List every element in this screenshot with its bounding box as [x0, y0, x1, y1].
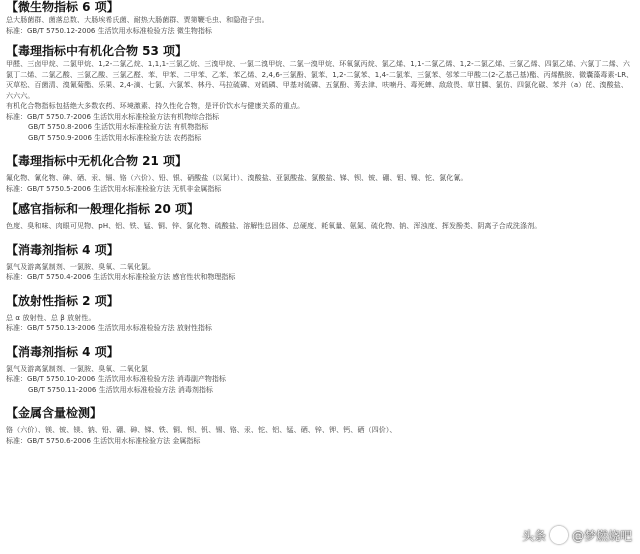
section-body: 铬（六价）、镁、铍、镁、钠、铅、硼、砷、锑、铁、铜、钡、钒、锡、铬、汞、铊、铝、锰、硒、锌、钾、钙、硒（四价）、 [6, 426, 397, 434]
watermark [522, 526, 632, 544]
document-page [6, 0, 634, 446]
watermark-platform: 头条 [521, 528, 546, 543]
standard-line: GB/T 5750.11-2006 生活饮用水标准检验方法 消毒剂指标 [28, 385, 213, 394]
section-title: 【微生物指标 6 项】 [6, 0, 119, 14]
section-body: 总大肠菌群、菌落总数、大肠埃希氏菌、耐热大肠菌群、贾第鞭毛虫、和隐孢子虫。 [6, 16, 269, 24]
section-note: 有机化合物指标包括绝大多数农药、环境激素、持久性化合物，是评价饮水与健康关系的重点。 [6, 102, 305, 110]
flame-icon [550, 526, 568, 544]
section-metal-content [6, 406, 634, 446]
standard-line: 标准：GB/T 5750.6-2006 生活饮用水标准检验方法 金属指标 [6, 436, 201, 445]
section-title: 【消毒剂指标 4 项】 [6, 344, 119, 359]
section-inorganic-compounds [6, 154, 634, 194]
section-title: 【感官指标和一般理化指标 20 项】 [6, 202, 200, 216]
standard-line: 标准：GB/T 5750.10-2006 生活饮用水标准检验方法 消毒副产物指标 [6, 375, 226, 383]
section-body: 氟化物、氰化物、砷、硒、汞、镉、铬（六价）、铅、银、硝酸盐（以氮计）、溴酸盐、亚氯酸盐、氯酸盐、锑、钡、铍、硼、钼、镍、铊、氯化氰。 [6, 174, 468, 182]
standard-line: GB/T 5750.9-2006 生活饮用水标准检验方法 农药指标 [28, 133, 202, 142]
section-disinfectant-2 [6, 345, 634, 396]
standard-line: 标准：GB/T 5750.12-2006 生活饮用水标准检验方法 微生物指标 [6, 26, 212, 35]
section-title: 【金属含量检测】 [6, 406, 103, 420]
section-sensory-physicochemical [6, 202, 634, 232]
section-disinfectant-1 [6, 243, 634, 283]
section-body: 氯气及游离氯制剂、一氯胺、臭氧、二氧化氯。 [6, 262, 156, 271]
section-body: 色度、臭和味、肉眼可见物、pH、铝、铁、锰、铜、锌、氯化物、硫酸盐、溶解性总固体、总硬度、耗氧量、氨氮、硫化物、钠、浑浊度、挥发酚类、阴离子合成洗涤剂。 [6, 222, 542, 230]
standard-line: 标准：GB/T 5750.13-2006 生活饮用水标准检验方法 放射性指标 [6, 324, 212, 332]
section-radioactivity [6, 294, 634, 334]
standard-line: 标准：GB/T 5750.7-2006 生活饮用水标准检验方法有机物综合指标 [6, 112, 220, 121]
standard-line: 标准：GB/T 5750.4-2006 生活饮用水标准检验方法 感官性状和物理指标 [6, 273, 236, 281]
standard-line: 标准：GB/T 5750.5-2006 生活饮用水标准检验方法 无机非金属指标 [6, 184, 222, 193]
section-title: 【毒理指标中有机化合物 53 项】 [6, 44, 188, 58]
section-title: 【放射性指标 2 项】 [6, 293, 119, 308]
section-title: 【毒理指标中无机化合物 21 项】 [6, 154, 188, 168]
section-body: 甲醛、三卤甲烷、二氯甲烷、1,2-二氯乙烷、1,1,1-三氯乙烷、三溴甲烷、一氯二溴甲烷、二氯一溴甲烷、环氧氯丙烷、氯乙烯、1,1-二氯乙烯、1,2-二氯乙烯、三氯乙烯、四氯乙烯、六氯丁二烯、六氯丁二烯、二氯乙酸、三氯乙酸、三氯乙醛、苯、甲苯、二甲苯、乙苯、苯乙烯、2,4,6-三氯酚、氯苯、1,2-二氯苯、1,4-二氯苯、三氯苯、邻苯二甲酸二(2-乙基己基)酯、丙烯酰胺、微囊藻毒素-LR、灭草松、百菌清、溴氰菊酯、乐果、2,4-滴、七氯、六氯苯、林丹、马拉硫磷、对硫磷、甲基对硫磷、五氯酚、莠去津、呋喃丹、毒死蜱、敌敌畏、草甘膦、氯仿、四氯化碳、苯并（a）芘、溴酸盐、六六六。 [6, 60, 634, 100]
section-body: 氯气及游离氯制剂、一氯胺、臭氧、二氧化氯 [6, 364, 148, 373]
watermark-author: @梦燃烧吧 [571, 528, 632, 543]
section-body: 总 α 放射性、总 β 放射性。 [6, 313, 96, 322]
standard-line: GB/T 5750.8-2006 生活饮用水标准检验方法 有机物指标 [28, 123, 209, 131]
section-title: 【消毒剂指标 4 项】 [6, 242, 119, 257]
section-microbial [6, 0, 634, 36]
section-organic-compounds [6, 44, 634, 143]
